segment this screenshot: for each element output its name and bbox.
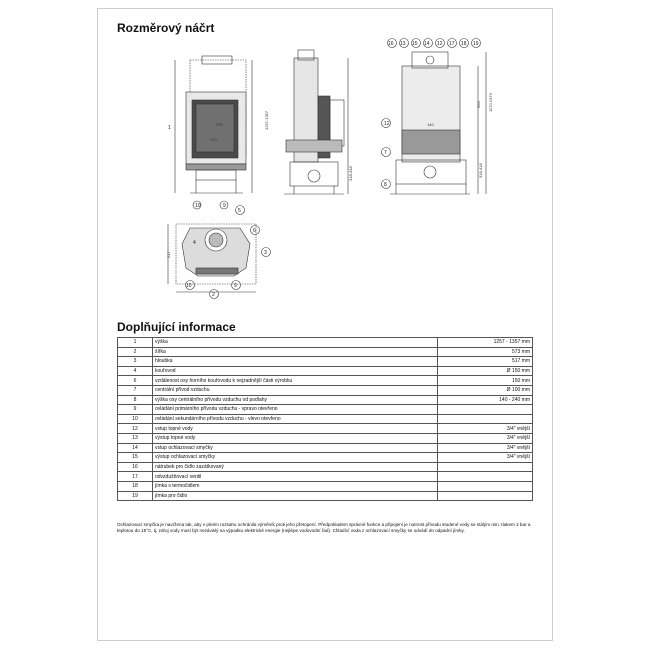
top-callout-10: 10: [186, 283, 192, 289]
table-cell-desc: vstup ochlazovací smyčky: [153, 443, 438, 453]
table-cell-num: 13: [118, 433, 153, 443]
table-cell-desc: vzdálenost osy horního kouřovodu k nejzadnější části výrobku: [153, 376, 438, 386]
table-cell-value: 573 mm: [438, 347, 533, 357]
table-cell-num: 6: [118, 376, 153, 386]
right-callout-18: 18: [461, 41, 467, 47]
table-row: [118, 453, 533, 463]
table-row: [118, 443, 533, 453]
top-callout-9: 9: [234, 283, 237, 289]
table-cell-value: Ø 100 mm: [438, 385, 533, 395]
top-callout-5: 5: [238, 208, 241, 214]
table-cell-desc: výška: [153, 338, 438, 348]
table-row: [118, 366, 533, 376]
table-row: [118, 347, 533, 357]
table-row: [118, 405, 533, 415]
table-cell-value: [438, 491, 533, 501]
table-cell-desc: šířka: [153, 347, 438, 357]
front-dim-width: 470: [210, 137, 217, 142]
cooling-loop-note: Ochlazovací smyčka je navržena tak, aby v plném rozsahu ochránila výměník proti jeho přetopení. Předpokladem správné funkce a připojení je nutnost přívodu studené vody se stálým min. tlakem 2 bar a teplotou do 15°C, tj. zdroj vody musí být nezávislý na výpadku elektrické energie (nejlépe vodovodní řad). Chladící voda z ochlazovací smyčky se odvádí do odpadní jímky.: [117, 522, 531, 534]
table-cell-value: 1257 - 1357 mm: [438, 338, 533, 348]
table-cell-num: 14: [118, 443, 153, 453]
dimension-drawings: [0, 0, 650, 320]
right-callout-19: 19: [473, 41, 479, 47]
right-callout-13: 13: [400, 41, 406, 47]
table-row: [118, 481, 533, 491]
table-cell-value: 3/4" vnější: [438, 453, 533, 463]
table-row: [118, 338, 533, 348]
table-row: [118, 357, 533, 367]
table-cell-value: 140 - 240 mm: [438, 395, 533, 405]
table-cell-value: 3/4" vnější: [438, 443, 533, 453]
right-callout-15: 15: [412, 41, 418, 47]
right-callout-12: 12: [437, 41, 443, 47]
table-cell-num: 4: [118, 366, 153, 376]
table-cell-num: 16: [118, 462, 153, 472]
table-row: [118, 424, 533, 434]
top-callout-6: 6: [253, 228, 256, 234]
table-cell-num: 9: [118, 405, 153, 415]
table-cell-desc: výška osy centrálního přívodu vzduchu od podlahy: [153, 395, 438, 405]
right-callout-16: 16: [388, 41, 394, 47]
top-callout-4: 4: [193, 240, 196, 246]
drawing-title: Rozměrový náčrt: [117, 21, 215, 35]
table-row: [118, 472, 533, 482]
table-cell-desc: výstup topné vody: [153, 433, 438, 443]
front-dim-total: 1257-1357: [264, 110, 269, 130]
table-cell-value: [438, 481, 533, 491]
table-cell-desc: kouřovod: [153, 366, 438, 376]
table-cell-value: [438, 414, 533, 424]
table-cell-num: 3: [118, 357, 153, 367]
front-callout-9: 9: [223, 203, 226, 209]
side-view-drawing: [284, 50, 348, 194]
right-dim-1170: 1170-1370: [488, 93, 493, 112]
table-cell-num: 10: [118, 414, 153, 424]
table-cell-desc: hloubka: [153, 357, 438, 367]
top-callout-3: 3: [264, 250, 267, 256]
top-dim-depth: 517: [166, 251, 171, 258]
table-row: [118, 414, 533, 424]
front-label-1: 1: [168, 125, 171, 131]
table-cell-value: Ø 150 mm: [438, 366, 533, 376]
table-cell-value: 3/4" vnější: [438, 424, 533, 434]
table-row: [118, 395, 533, 405]
table-cell-num: 12: [118, 424, 153, 434]
table-cell-desc: ovládání primárního přívodu vzduchu - vpravo otevřeno: [153, 405, 438, 415]
table-cell-num: 7: [118, 385, 153, 395]
table-cell-desc: jímka s termočidlem: [153, 481, 438, 491]
side-dim: 318-418: [348, 166, 353, 181]
front-view-drawing: [175, 56, 252, 209]
top-view-drawing: [168, 206, 271, 299]
table-cell-num: 8: [118, 395, 153, 405]
table-cell-desc: jímka pro čidlo: [153, 491, 438, 501]
table-cell-num: 2: [118, 347, 153, 357]
table-cell-desc: centrální přívod vzduchu: [153, 385, 438, 395]
table-cell-value: 517 mm: [438, 357, 533, 367]
table-row: [118, 385, 533, 395]
table-cell-value: [438, 472, 533, 482]
right-callout-12b: 12: [384, 121, 390, 127]
front-callout-10: 10: [195, 203, 201, 209]
table-cell-desc: nátrubek pro čidlo zazátkovaný: [153, 462, 438, 472]
right-dim-140: 140: [427, 122, 434, 127]
table-cell-num: 17: [118, 472, 153, 482]
table-cell-value: 150 mm: [438, 376, 533, 386]
right-callout-17: 17: [449, 41, 455, 47]
table-cell-num: 19: [118, 491, 153, 501]
table-cell-num: 1: [118, 338, 153, 348]
table-cell-desc: výstup ochlazovací smyčky: [153, 453, 438, 463]
right-dim-650: 650: [476, 101, 481, 108]
front-dim-height: 470: [216, 122, 223, 127]
right-callout-8: 8: [384, 182, 387, 188]
right-callout-14: 14: [424, 41, 430, 47]
top-callout-2: 2: [212, 292, 215, 298]
table-cell-desc: vstup topné vody: [153, 424, 438, 434]
table-row: [118, 491, 533, 501]
table-row: [118, 376, 533, 386]
table-cell-value: [438, 462, 533, 472]
table-cell-desc: ovládání sekundárního přívodu vzduchu - vlevo otevřeno: [153, 414, 438, 424]
table-cell-value: [438, 405, 533, 415]
right-callout-7: 7: [384, 150, 387, 156]
table-cell-num: 15: [118, 453, 153, 463]
table-cell-value: 3/4" vnější: [438, 433, 533, 443]
table-row: [118, 462, 533, 472]
right-view-drawing: [382, 52, 487, 194]
side-view-labels: [348, 166, 353, 181]
info-title: Doplňující informace: [117, 320, 236, 334]
right-dim-318: 318-418: [478, 163, 483, 178]
table-row: [118, 433, 533, 443]
info-table: [117, 337, 533, 501]
table-cell-desc: odvzdušňovací ventil: [153, 472, 438, 482]
table-cell-num: 18: [118, 481, 153, 491]
